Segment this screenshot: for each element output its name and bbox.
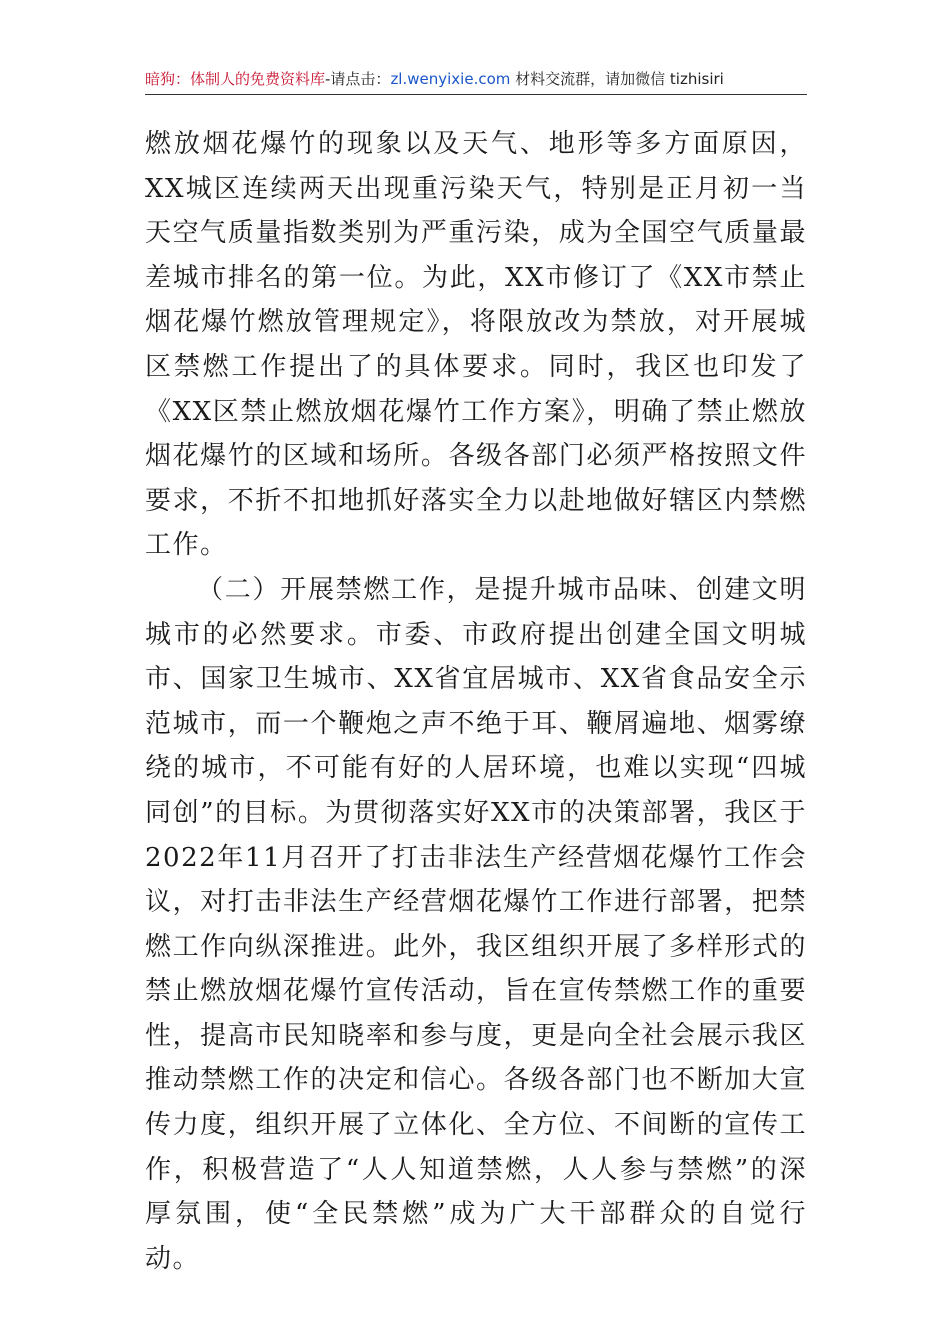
- header-divider: [145, 94, 807, 95]
- header-site-name: 暗狗：体制人的免费资料库: [145, 70, 326, 88]
- paragraph-1: 燃放烟花爆竹的现象以及天气、地形等多方面原因，XX城区连续两天出现重污染天气，特别是正月初一当天空气质量指数类别为严重污染，成为全国空气质量最差城市排名的第一位。为此，XX市修订了《XX市禁止烟花爆竹燃放管理规定》，将限放改为禁放，对开展城区禁燃工作提出了的具体要求。同时，我区也印发了《XX区禁止燃放烟花爆竹工作方案》，明确了禁止燃放烟花爆竹的区域和场所。各级各部门必须严格按照文件要求，不折不扣地抓好落实全力以赴地做好辖区内禁燃工作。: [145, 129, 807, 561]
- header-site-link[interactable]: zl.wenyixie.com: [390, 70, 511, 88]
- header-click-prompt: -请点击：: [325, 70, 391, 88]
- page-header: [145, 68, 807, 90]
- paragraph-2: （二）开展禁燃工作，是提升城市品味、创建文明城市的必然要求。市委、市政府提出创建全国文明城市、国家卫生城市、XX省宜居城市、XX省食品安全示范城市，而一个鞭炮之声不绝于耳、鞭屑遍地、烟雾缭绕的城市，不可能有好的人居环境，也难以实现“四城同创”的目标。为贯彻落实好XX市的决策部署，我区于2022年11月召开了打击非法生产经营烟花爆竹工作会议，对打击非法生产经营烟花爆竹工作进行部署，把禁燃工作向纵深推进。此外，我区组织开展了多样形式的禁止燃放烟花爆竹宣传活动，旨在宣传禁燃工作的重要性，提高市民知晓率和参与度，更是向全社会展示我区推动禁燃工作的决定和信心。各级各部门也不断加大宣传力度，组织开展了立体化、全方位、不间断的宣传工作，积极营造了“人人知道禁燃，人人参与禁燃”的深厚氛围，使“全民禁燃”成为广大干部群众的自觉行动。: [145, 574, 807, 1274]
- header-wechat-note: 材料交流群，请加微信 tizhisiri: [510, 70, 724, 88]
- document-body: [145, 122, 807, 1281]
